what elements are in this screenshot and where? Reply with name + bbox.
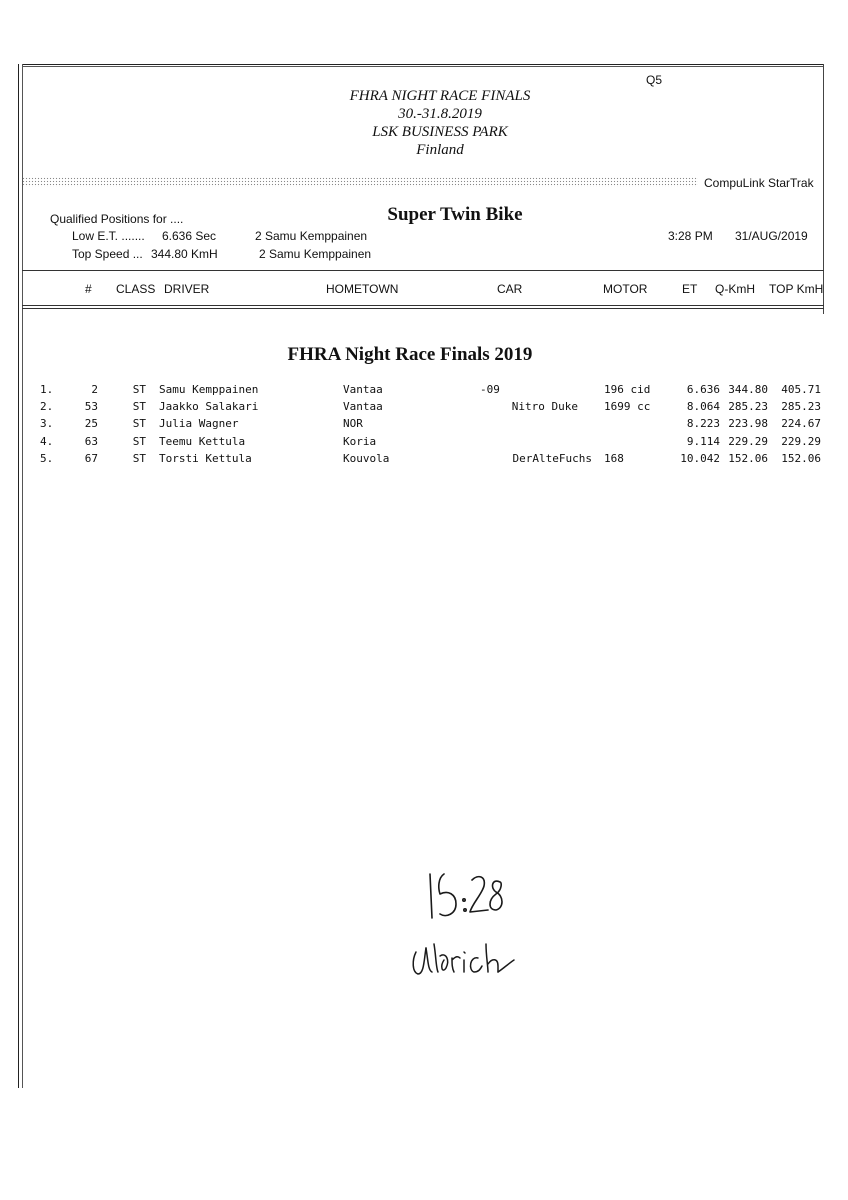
handwritten-signature: [413, 944, 514, 974]
result-num: 2: [91, 383, 98, 396]
result-driver: Julia Wagner: [159, 417, 239, 431]
col-header-number: #: [85, 282, 92, 296]
timing-system-label: CompuLink StarTrak: [704, 176, 814, 190]
result-driver: Jaakko Salakari: [159, 400, 259, 414]
result-pos: 5.: [40, 451, 54, 465]
result-car: Nitro Duke: [511, 400, 578, 414]
result-pos: 1.: [40, 383, 54, 396]
result-hometown: Vantaa: [343, 400, 383, 414]
result-motor: 168: [604, 451, 624, 465]
result-pos: 3.: [40, 417, 54, 431]
report-date: 31/AUG/2019: [735, 229, 808, 243]
low-et-holder: 2 Samu Kemppainen: [255, 229, 368, 243]
result-driver: Samu Kemppainen: [159, 383, 259, 396]
result-num: 53: [84, 400, 98, 414]
result-hometown: Kouvola: [343, 451, 390, 465]
result-class: ST: [132, 400, 146, 414]
col-header-top-kmh: TOP KmH: [769, 282, 824, 296]
event-venue: LSK BUSINESS PARK: [372, 124, 508, 140]
sheet-code: Q5: [646, 73, 663, 87]
top-speed-holder: 2 Samu Kemppainen: [259, 247, 372, 261]
report-time: 3:28 PM: [668, 229, 713, 243]
result-q-kmh: 223.98: [728, 417, 768, 431]
result-num: 63: [84, 434, 98, 448]
page-border-top: [22, 64, 824, 65]
result-et: 8.223: [686, 417, 720, 431]
result-class: ST: [132, 434, 146, 448]
event-country: Finland: [416, 142, 464, 158]
result-car: DerAlteFuchs: [512, 451, 592, 465]
top-speed-label: Top Speed ...: [72, 247, 143, 261]
result-driver: Torsti Kettula: [159, 451, 252, 465]
result-motor: 196 cid: [604, 383, 651, 396]
col-header-hometown: HOMETOWN: [326, 282, 399, 296]
result-hometown: Vantaa: [343, 383, 383, 396]
result-num: 67: [84, 451, 98, 465]
result-hometown: Koria: [343, 434, 377, 448]
qualified-title: Qualified Positions for ....: [50, 212, 184, 226]
result-hometown: NOR: [343, 417, 363, 431]
result-et: 10.042: [680, 451, 720, 465]
col-header-driver: DRIVER: [164, 282, 210, 296]
header-rule-top: [22, 270, 824, 271]
result-car: -09: [480, 383, 500, 396]
result-top-kmh: 285.23: [781, 400, 821, 414]
event-dates: 30.-31.8.2019: [398, 106, 482, 122]
event-name: FHRA NIGHT RACE FINALS: [349, 88, 531, 104]
result-q-kmh: 285.23: [728, 400, 768, 414]
low-et-label: Low E.T. .......: [72, 229, 145, 243]
result-et: 9.114: [686, 434, 720, 448]
result-et: 6.636: [686, 383, 720, 396]
result-class: ST: [132, 383, 146, 396]
handwritten-time: [430, 874, 502, 918]
col-header-motor: MOTOR: [603, 282, 648, 296]
result-class: ST: [132, 451, 146, 465]
handwritten-notes: [400, 860, 550, 990]
result-q-kmh: 152.06: [728, 451, 768, 465]
result-q-kmh: 344.80: [728, 383, 768, 396]
col-header-car: CAR: [497, 282, 523, 296]
low-et-value: 6.636 Sec: [162, 229, 217, 243]
result-top-kmh: 405.71: [781, 383, 821, 396]
result-et: 8.064: [686, 400, 720, 414]
result-pos: 4.: [40, 434, 54, 448]
result-pos: 2.: [40, 400, 54, 414]
col-header-et: ET: [682, 282, 698, 296]
result-top-kmh: 229.29: [781, 434, 821, 448]
result-q-kmh: 229.29: [728, 434, 768, 448]
result-motor: 1699 cc: [604, 400, 651, 414]
race-title: FHRA Night Race Finals 2019: [287, 344, 533, 365]
col-header-q-kmh: Q-KmH: [715, 282, 755, 296]
header-rule-bottom: [22, 305, 824, 306]
page-border-top-inner: [22, 66, 824, 67]
result-top-kmh: 152.06: [781, 451, 821, 465]
top-speed-value: 344.80 KmH: [151, 247, 218, 261]
result-class: ST: [132, 417, 146, 431]
result-top-kmh: 224.67: [781, 417, 821, 431]
result-num: 25: [84, 417, 98, 431]
header-rule-bottom-inner: [22, 308, 824, 309]
category-title: Super Twin Bike: [387, 204, 523, 225]
event-title-block: [0, 87, 848, 159]
col-header-class: CLASS: [116, 282, 156, 296]
result-driver: Teemu Kettula: [159, 434, 246, 448]
dotted-separator: [22, 177, 698, 187]
